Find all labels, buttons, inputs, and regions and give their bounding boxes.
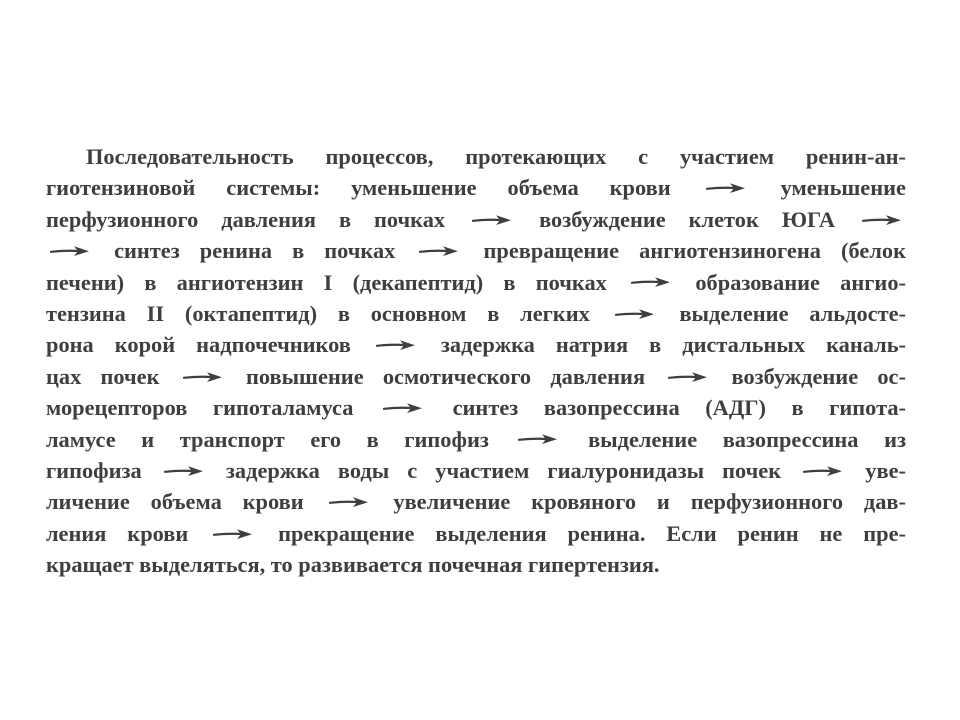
right-arrow-icon	[862, 214, 902, 226]
right-arrow-icon	[50, 245, 90, 257]
paragraph-line	[46, 141, 906, 172]
line-text: синтез вазопрессина (АДГ) в гипота-	[452, 395, 906, 421]
right-arrow-icon	[668, 371, 708, 383]
line-text: выделение альдосте-	[679, 300, 906, 326]
line-text: повышение осмотического давления	[245, 363, 646, 389]
paragraph-line	[46, 267, 906, 298]
line-text: рона корой надпочечников	[46, 332, 351, 358]
paragraph-line	[46, 518, 906, 549]
paragraph-line	[46, 361, 906, 392]
paragraph-line	[46, 204, 906, 235]
line-text: морецепторов гипоталамуса	[46, 395, 354, 421]
paragraph-line	[46, 549, 906, 580]
right-arrow-icon	[183, 371, 223, 383]
right-arrow-icon	[164, 465, 204, 477]
line-text: кращает выделяться, то развивается почечная гипертензия.	[46, 552, 660, 578]
line-text: задержка воды с участием гиалуронидазы почек	[225, 457, 782, 483]
line-text: превращение ангиотензиногена (белок	[483, 238, 906, 264]
right-arrow-icon	[631, 276, 671, 288]
line-text: выделение вазопрессина из	[588, 426, 906, 452]
paragraph-line	[46, 298, 906, 329]
line-text: гипофиза	[46, 457, 142, 483]
paragraph-line	[46, 172, 906, 203]
paragraph	[46, 141, 906, 580]
line-text: Последовательность процессов, протекающих с участием ренин-ан-	[86, 144, 906, 169]
right-arrow-icon	[376, 339, 416, 351]
paragraph-line	[46, 486, 906, 517]
line-text: образование ангио-	[695, 269, 906, 295]
line-text: личение объема крови	[46, 489, 304, 515]
right-arrow-icon	[419, 245, 459, 257]
line-text: задержка натрия в дистальных каналь-	[440, 332, 906, 358]
paragraph-line	[46, 329, 906, 360]
line-text: гиотензиновой системы: уменьшение объема крови	[46, 175, 671, 201]
line-text: ления крови	[46, 520, 189, 546]
right-arrow-icon	[213, 528, 253, 540]
line-text: возбуждение клеток ЮГА	[539, 206, 836, 232]
paragraph-line	[46, 392, 906, 423]
right-arrow-icon	[383, 402, 423, 414]
right-arrow-icon	[518, 433, 558, 445]
paragraph-line	[46, 455, 906, 486]
line-text: возбуждение ос-	[731, 363, 906, 389]
right-arrow-icon	[329, 496, 369, 508]
line-text: цах почек	[46, 363, 160, 389]
right-arrow-icon	[803, 465, 843, 477]
paragraph-line	[46, 424, 906, 455]
line-text: печени) в ангиотензин I (декапептид) в почках	[46, 269, 607, 295]
line-text: увеличение кровяного и перфузионного дав-	[393, 489, 906, 515]
line-text: тензина II (октапептид) в основном в легких	[46, 300, 590, 326]
right-arrow-icon	[472, 214, 512, 226]
line-text: синтез ренина в почках	[114, 238, 396, 264]
right-arrow-icon	[615, 308, 655, 320]
right-arrow-icon	[706, 182, 746, 194]
line-text: прекращение выделения ренина. Если ренин не пре-	[278, 520, 906, 546]
line-text: уве-	[865, 457, 906, 483]
line-text: перфузионного давления в почках	[46, 206, 446, 232]
line-text: уменьшение	[780, 175, 906, 201]
paragraph-line	[46, 235, 906, 266]
line-text: ламусе и транспорт его в гипофиз	[46, 426, 489, 452]
